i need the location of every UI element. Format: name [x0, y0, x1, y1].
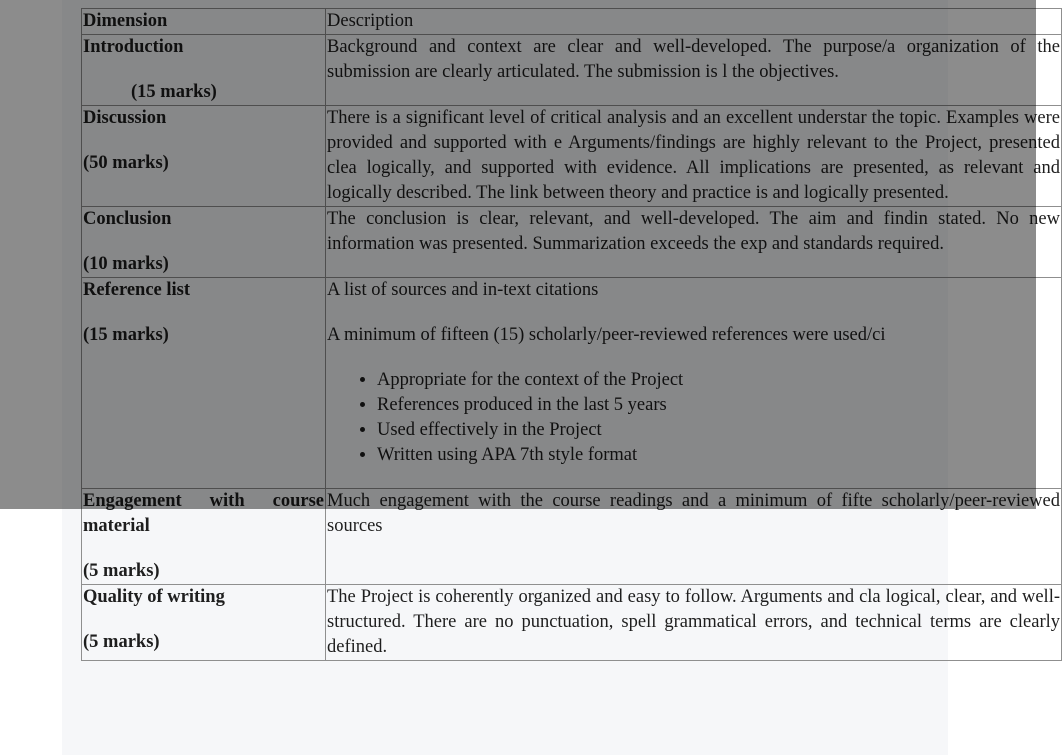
- rubric-viewport: [81, 8, 1060, 722]
- dimension-label: Quality of writing: [83, 587, 225, 607]
- dimension-cell: [82, 278, 326, 489]
- rubric-table: [81, 8, 1062, 661]
- table-header-row: [82, 9, 1062, 35]
- description-cell: [326, 585, 1062, 661]
- table-row: [82, 489, 1062, 585]
- description-cell: [326, 489, 1062, 585]
- description-cell: [326, 106, 1062, 207]
- list-item: • Appropriate for the context of the Project: [377, 368, 1060, 393]
- description-cell: [326, 278, 1062, 489]
- table-row: [82, 585, 1062, 661]
- dimension-label: Reference list: [83, 280, 191, 300]
- dimension-label: Conclusion: [83, 209, 172, 229]
- description-text: A minimum of fifteen (15) scholarly/peer-reviewed references were used/ci: [327, 325, 886, 345]
- list-item: • Written using APA 7th style format: [377, 443, 1060, 468]
- list-item: • Used effectively in the Project: [377, 418, 1060, 443]
- description-cell: [326, 35, 1062, 106]
- marks-label: (50 marks): [83, 153, 169, 173]
- description-text: The Project is coherently organized and easy to follow. Arguments and cla logical, clear, and well-structured. There are no punctuation, spell grammatical errors, and technical terms are clearly defined.: [327, 587, 1060, 657]
- description-text: A list of sources and in-text citations: [327, 280, 599, 300]
- marks-label: (10 marks): [83, 254, 169, 274]
- dimension-cell: [82, 207, 326, 278]
- marks-label: (15 marks): [131, 82, 217, 102]
- dimension-label: Engagement with course material: [83, 491, 324, 536]
- description-text: There is a significant level of critical analysis and an excellent understar the topic. Examples were provided and supported with e Arguments/findings are highly relevant to the Project, presented clea logically, and supported with evidence. All implications are presented, as relevant and logically described. The link between theory and practice is and logically presented.: [327, 108, 1060, 203]
- dimension-cell: [82, 35, 326, 106]
- description-cell: [326, 207, 1062, 278]
- dimension-label: Introduction: [83, 37, 184, 57]
- list-item: • References produced in the last 5 years: [377, 393, 1060, 418]
- description-text: Background and context are clear and well-developed. The purpose/a organization of the submission are clearly articulated. The submission is l the objectives.: [327, 37, 1060, 82]
- table-row: [82, 278, 1062, 489]
- dimension-cell: [82, 585, 326, 661]
- marks-label: (15 marks): [83, 325, 169, 345]
- marks-label: (5 marks): [83, 561, 160, 581]
- marks-label: (5 marks): [83, 632, 160, 652]
- header-description: Description: [326, 9, 1062, 35]
- dimension-label: Discussion: [83, 108, 167, 128]
- dimension-cell: [82, 489, 326, 585]
- dimension-cell: [82, 106, 326, 207]
- header-dimension: Dimension: [82, 9, 326, 35]
- table-row: [82, 106, 1062, 207]
- table-row: [82, 207, 1062, 278]
- reference-criteria-list: [327, 368, 1060, 468]
- description-text: Much engagement with the course readings and a minimum of fifte scholarly/peer-reviewed sources: [327, 491, 1060, 536]
- description-text: The conclusion is clear, relevant, and well-developed. The aim and findin stated. No new information was presented. Summarization exceeds the exp and standards required.: [327, 209, 1060, 254]
- table-row: [82, 35, 1062, 106]
